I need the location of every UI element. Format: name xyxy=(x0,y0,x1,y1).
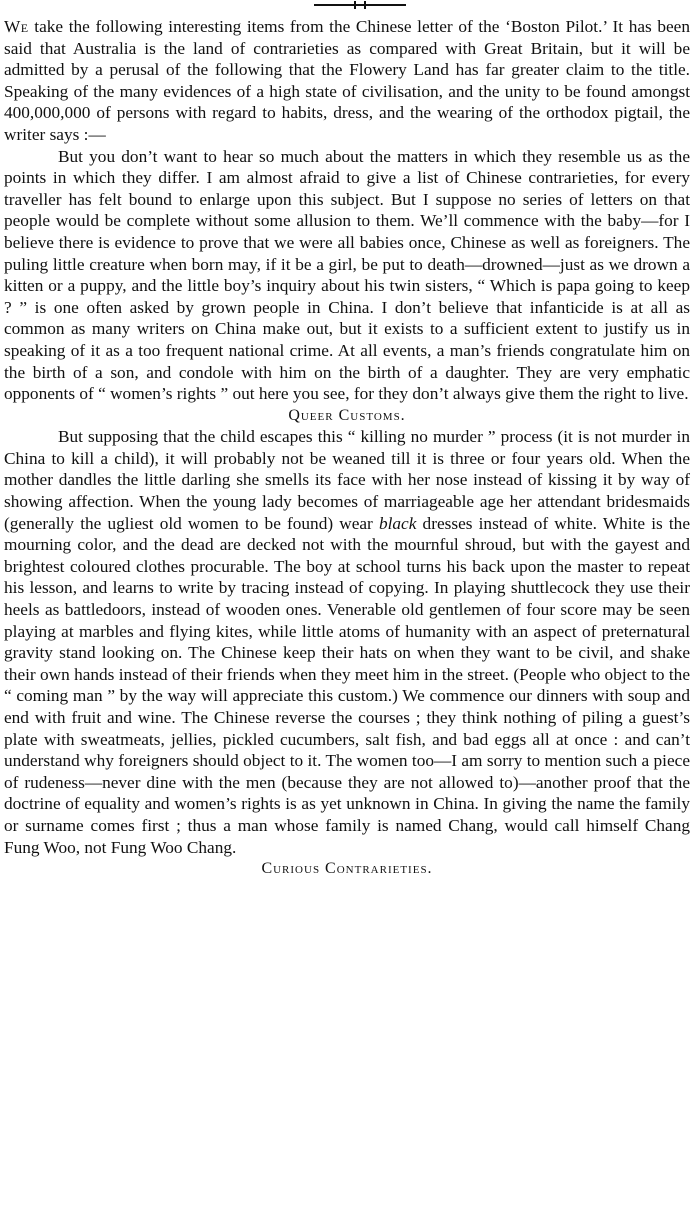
intro-lead-word: We xyxy=(4,17,29,36)
column-separator-rule xyxy=(314,4,406,6)
customs-text-part-1: But supposing that the child escapes this “ killing no murder ” process (it is not murder in China to kill a child), it will probably not be weaned till it is three or four years old. When the mother dandles the little darling she smells its face with her nose instead of kissing it by way of showing affection. When the young lady becomes of marriageable age her attendant bridesmaids (generally the ugliest old women to be found) wear xyxy=(4,427,690,533)
section-heading-queer-customs: Queer Customs. xyxy=(288,406,406,424)
paragraph-customs xyxy=(4,426,690,858)
customs-italic-word: black xyxy=(378,513,417,533)
section-heading-curious-contrarieties: Curious Contrarieties. xyxy=(261,860,433,878)
customs-text-part-2: dresses instead of white. White is the mourning color, and the dead are decked not with the mournful shroud, but with the gayest and brightest coloured clothes procurable. The boy at school turns his back upon the master to repeat his lesson, and learns to write by tracing instead of copying. In playing shuttlecock they use their heels as battledoors, instead of wooden ones. Venerable old gentlemen of four score may be seen playing at marbles and flying kites, while little atoms of humanity with an aspect of preternatural gravity stand looking on. The Chinese keep their hats on when they want to be civil, and shake their own hands instead of their friends when they meet him in the street. (People who object to the “ coming man ” by the way will appreciate this custom.) We commence our dinners with soup and end with fruit and wine. The Chinese reverse the courses ; they think nothing of piling a guest’s plate with sweatmeats, jellies, pickled cucumbers, salt fish, and bad eggs all at once : and can’t understand why foreigners should object to it. The women too—I am sorry to mention such a piece of rudeness—never dine with the men (because they are not allowed to)—another proof that the doctrine of equality and women’s rights is as yet unknown in China. In giving the name the family or surname comes first ; thus a man whose family is named Chang, would call himself Chang Fung Woo, not Fung Woo Chang. xyxy=(4,513,690,857)
newspaper-column xyxy=(4,0,690,1211)
intro-text: take the following interesting items from the Chinese letter of the ‘Boston Pilot.’ It has been said that Australia is the land of contrarieties as compared with Great Britain, but it will be admitted by a perusal of the following that the Flowery Land has far greater claim to the title. Speaking of the many evidences of a high state of civilisation, and the unity to be found amongst 400,000,000 of persons with regard to habits, dress, and the wearing of the orthodox pigtail, the writer says :— xyxy=(4,17,690,144)
intro-paragraph xyxy=(4,16,690,146)
paragraph-babies: But you don’t want to hear so much about the matters in which they resemble us as the points in which they differ. I am almost afraid to give a list of Chinese contrarieties, for every traveller has felt bound to enlarge upon this subject. But I suppose no series of letters on that people would be complete without some allusion to them. We’ll commence with the baby—for I believe there is evidence to prove that we were all babies once, Chinese as well as foreigners. The puling little creature when born may, if it be a girl, be put to death—drowned—just as we drown a kitten or a puppy, and the little boy’s inquiry about his twin sisters, “ Which is papa going to keep ? ” is one often asked by grown people in China. I don’t believe that infanticide is at all as common as many writers on China make out, but it exists to a sufficient extent to justify us in speaking of it as a too frequent national crime. At all events, a man’s friends congratulate him on the birth of a son, and condole with him on the birth of a daughter. They are very emphatic opponents of “ women’s rights ” out here you see, for they don’t always give them the right to live. xyxy=(4,146,690,404)
rule-ornament xyxy=(354,1,366,9)
article-body xyxy=(4,16,690,880)
